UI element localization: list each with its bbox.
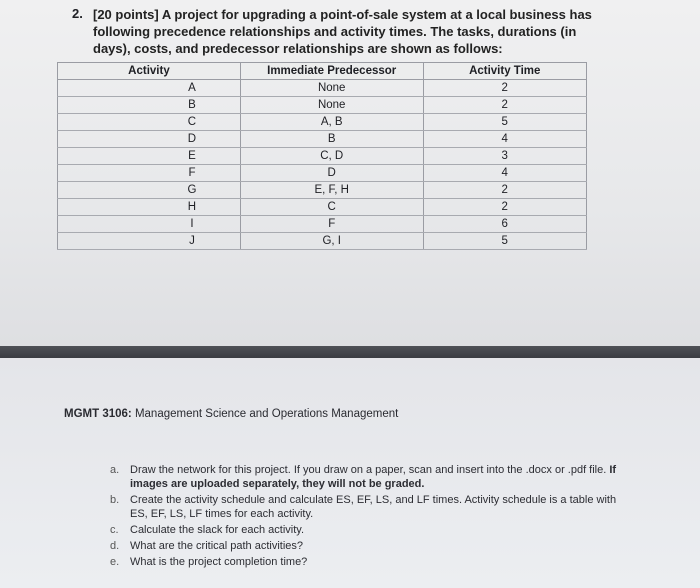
table-row (58, 114, 587, 131)
activity-label: G (187, 184, 197, 196)
course-name: Management Science and Operations Management (134, 408, 399, 420)
table-row (58, 233, 587, 250)
task-text: Draw the network for this project. If you draw on a paper, scan and insert into the .docx or .pdf file. (130, 464, 610, 476)
table-row (58, 97, 587, 114)
activity-cell (58, 131, 241, 148)
task-item (110, 493, 620, 521)
table-row (58, 216, 587, 233)
activity-time-cell: 2 (423, 97, 587, 114)
task-marker: a. (110, 464, 120, 476)
activity-cell (58, 182, 241, 199)
activity-label: F (188, 167, 196, 179)
activity-cell (58, 199, 241, 216)
activity-cell (58, 148, 241, 165)
task-item (110, 539, 620, 553)
page-separator (0, 346, 700, 358)
activity-label: H (187, 201, 197, 213)
task-list (110, 463, 620, 571)
table-row (58, 131, 587, 148)
task-text: Create the activity schedule and calculate ES, EF, LS, and LF times. Activity schedule is a table with ES, EF, LS, LF times for each activity. (130, 494, 617, 520)
activity-cell (58, 114, 241, 131)
task-marker: e. (110, 556, 120, 568)
activity-time-cell: 6 (423, 216, 587, 233)
activity-time-cell: 2 (423, 182, 587, 199)
activity-label: B (188, 99, 196, 111)
task-text: What is the project completion time? (130, 556, 308, 568)
predecessor-cell: C (240, 199, 423, 216)
activity-cell (58, 80, 241, 97)
task-text: What are the critical path activities? (130, 540, 304, 552)
header-activity: Activity (58, 63, 241, 80)
activity-label: J (189, 235, 195, 247)
task-item (110, 463, 620, 491)
activity-label: A (188, 82, 196, 94)
assignment-page (0, 358, 700, 588)
task-marker: d. (110, 540, 120, 552)
activity-cell (58, 233, 241, 250)
table-row (58, 182, 587, 199)
task-item (110, 523, 620, 537)
course-title (64, 408, 398, 420)
predecessor-cell: B (240, 131, 423, 148)
question-number: 2. (72, 6, 83, 21)
activity-table (57, 62, 587, 250)
predecessor-cell: None (240, 97, 423, 114)
activity-time-cell: 3 (423, 148, 587, 165)
table-row (58, 148, 587, 165)
predecessor-cell: G, I (240, 233, 423, 250)
table-header-row (58, 63, 587, 80)
predecessor-cell: None (240, 80, 423, 97)
task-text: Calculate the slack for each activity. (130, 524, 305, 536)
activity-cell (58, 216, 241, 233)
predecessor-cell: A, B (240, 114, 423, 131)
activity-cell (58, 97, 241, 114)
task-marker: b. (110, 494, 120, 506)
header-predecessor: Immediate Predecessor (240, 63, 423, 80)
activity-time-cell: 4 (423, 131, 587, 148)
course-code: MGMT 3106: (64, 408, 132, 420)
predecessor-cell: F (240, 216, 423, 233)
predecessor-cell: C, D (240, 148, 423, 165)
task-marker: c. (110, 524, 119, 536)
activity-cell (58, 165, 241, 182)
activity-label: C (187, 116, 197, 128)
activity-time-cell: 4 (423, 165, 587, 182)
activity-time-cell: 2 (423, 199, 587, 216)
activity-time-cell: 5 (423, 233, 587, 250)
table-row (58, 165, 587, 182)
task-item (110, 555, 620, 569)
table-row (58, 80, 587, 97)
activity-label: D (187, 133, 197, 145)
question-text: [20 points] A project for upgrading a point-of-sale system at a local business has following precedence relationships and activity times. The tasks, durations (in days), costs, and predecessor relationships are shown as follows: (93, 7, 592, 56)
activity-time-cell: 5 (423, 114, 587, 131)
activity-time-cell: 2 (423, 80, 587, 97)
predecessor-cell: D (240, 165, 423, 182)
activity-label: I (190, 218, 194, 230)
activity-label: E (188, 150, 196, 162)
header-activity-time: Activity Time (423, 63, 587, 80)
table-row (58, 199, 587, 216)
predecessor-cell: E, F, H (240, 182, 423, 199)
task-note: If images are uploaded separately, they will not be graded. (130, 464, 617, 490)
